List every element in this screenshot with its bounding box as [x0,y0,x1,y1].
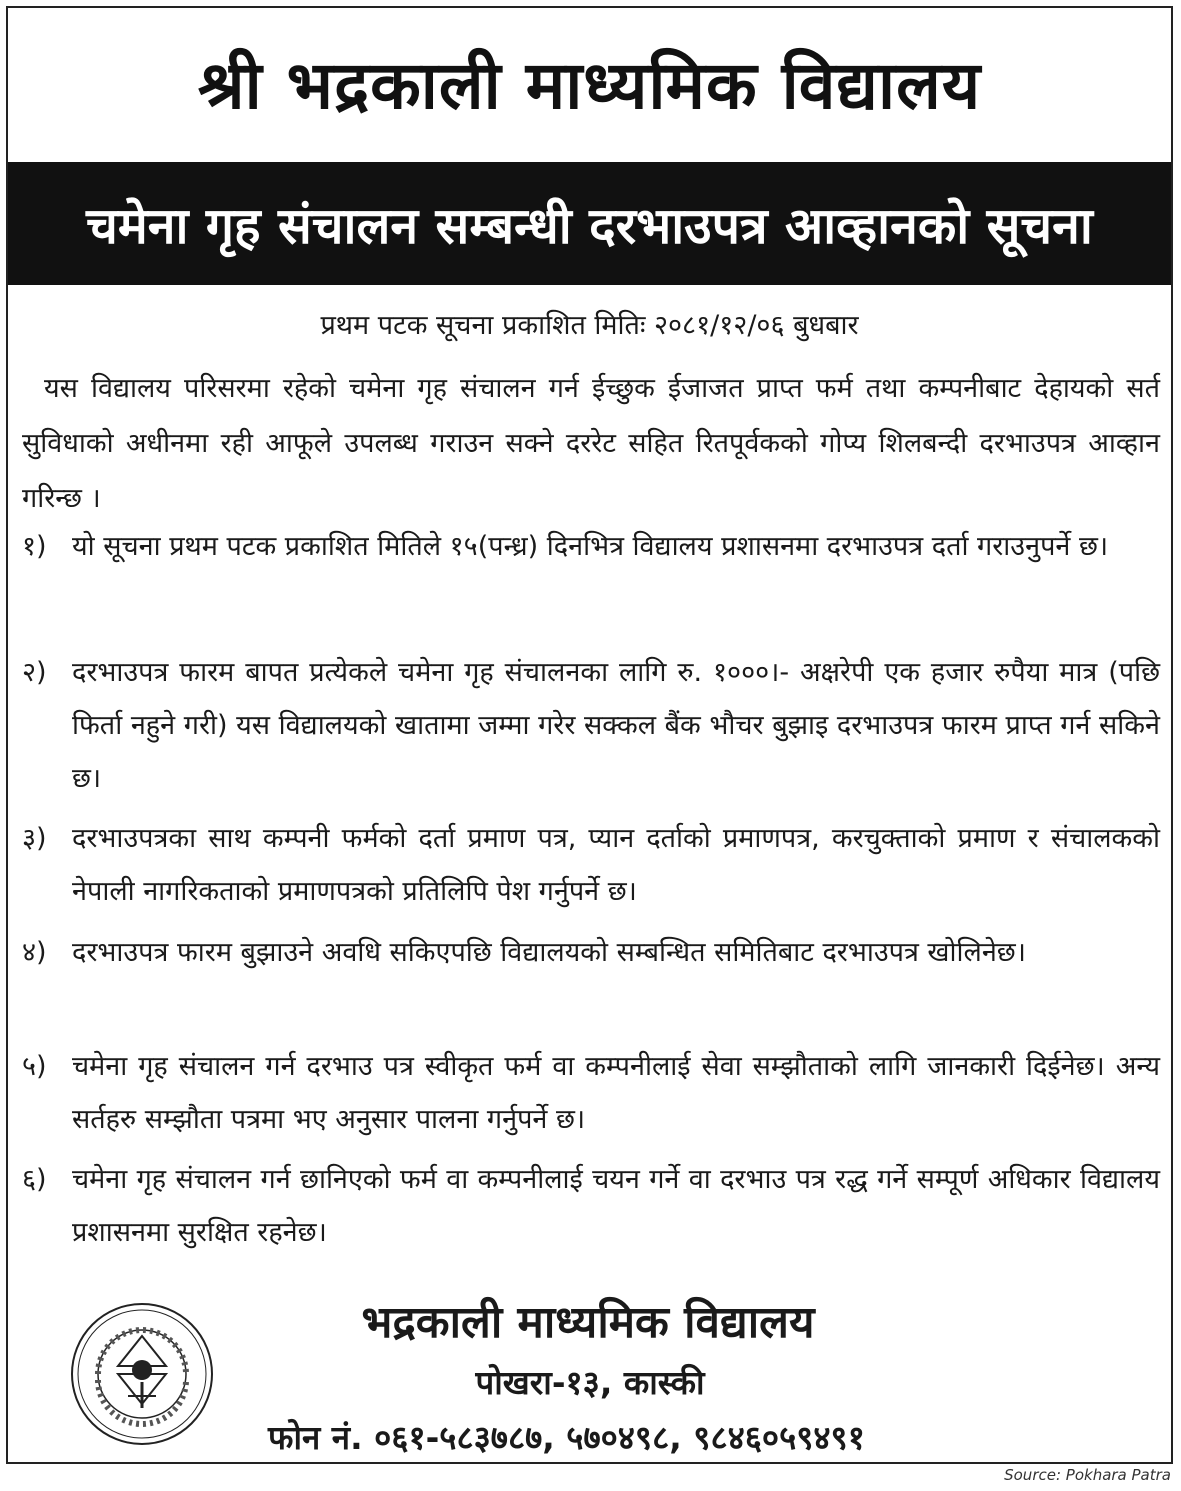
condition-item [22,926,1160,979]
school-title: श्री भद्रकाली माध्यमिक विद्यालय [197,47,982,124]
school-seal-icon [68,1300,216,1448]
condition-item [22,520,1160,573]
footer-phone: फोन नं. ०६१-५८३७८७, ५७०४९८, ९८४६०५९४९१ [268,1418,865,1457]
notice-title-banner: चमेना गृह संचालन सम्बन्धी दरभाउपत्र आव्हानको सूचना [8,162,1171,285]
condition-text: यो सूचना प्रथम पटक प्रकाशित मितिले १५(पन्ध्र) दिनभित्र विद्यालय प्रशासनमा दरभाउपत्र दर्ता गराउनुपर्ने छ। [72,531,1109,562]
intro-paragraph: यस विद्यालय परिसरमा रहेको चमेना गृह संचालन गर्न ईच्छुक ईजाजत प्राप्त फर्म तथा कम्पनीबाट देहायको सर्त सुविधाको अधीनमा रही आफूले उपलब्ध गराउन सक्ने दररेट सहित रितपूर्वकको गोप्य शिलबन्दी दरभाउपत्र आव्हान गरिन्छ । [22,373,1160,514]
condition-number: २) [22,657,47,688]
footer-school-name: भद्रकाली माध्यमिक विद्यालय [361,1297,815,1348]
source-credit: Source: Pokhara Patra [1004,1466,1171,1484]
condition-item [22,646,1160,805]
condition-item [22,812,1160,918]
condition-text: चमेना गृह संचालन गर्न दरभाउ पत्र स्वीकृत फर्म वा कम्पनीलाई सेवा सम्झौताको लागि जानकारी दिईनेछ। अन्य सर्तहरु सम्झौता पत्रमा भए अनुसार पालना गर्नुपर्ने छ। [72,1051,1160,1135]
condition-text: दरभाउपत्रका साथ कम्पनी फर्मको दर्ता प्रमाण पत्र, प्यान दर्ताको प्रमाणपत्र, करचुक्ताको प्रमाण र संचालकको नेपाली नागरिकताको प्रमाणपत्रको प्रतिलिपि पेश गर्नुपर्ने छ। [72,823,1160,907]
condition-text: दरभाउपत्र फारम बापत प्रत्येकले चमेना गृह संचालनका लागि रु. १०००।- अक्षरेपी एक हजार रुपैया मात्र (पछि फिर्ता नहुने गरी) यस विद्यालयको खातामा जम्मा गरेर सक्कल बैंक भौचर बुझाइ दरभाउपत्र फारम प्राप्त गर्न सकिने छ। [72,657,1160,794]
condition-text: चमेना गृह संचालन गर्न छानिएको फर्म वा कम्पनीलाई चयन गर्ने वा दरभाउ पत्र रद्ध गर्ने सम्पूर्ण अधिकार विद्यालय प्रशासनमा सुरक्षित रहनेछ। [72,1164,1160,1248]
condition-number: ५) [22,1051,47,1082]
condition-number: ३) [22,823,47,854]
condition-number: १) [22,531,47,562]
condition-number: ४) [22,937,47,968]
condition-text: दरभाउपत्र फारम बुझाउने अवधि सकिएपछि विद्यालयको सम्बन्धित समितिबाट दरभाउपत्र खोलिनेछ। [72,937,1026,968]
footer-address: पोखरा-१३, कास्की [475,1363,705,1402]
condition-item [22,1153,1160,1259]
condition-number: ६) [22,1164,47,1195]
condition-item [22,1040,1160,1146]
publication-date: प्रथम पटक सूचना प्रकाशित मितिः २०८१/१२/०६ बुधबार [320,310,859,341]
